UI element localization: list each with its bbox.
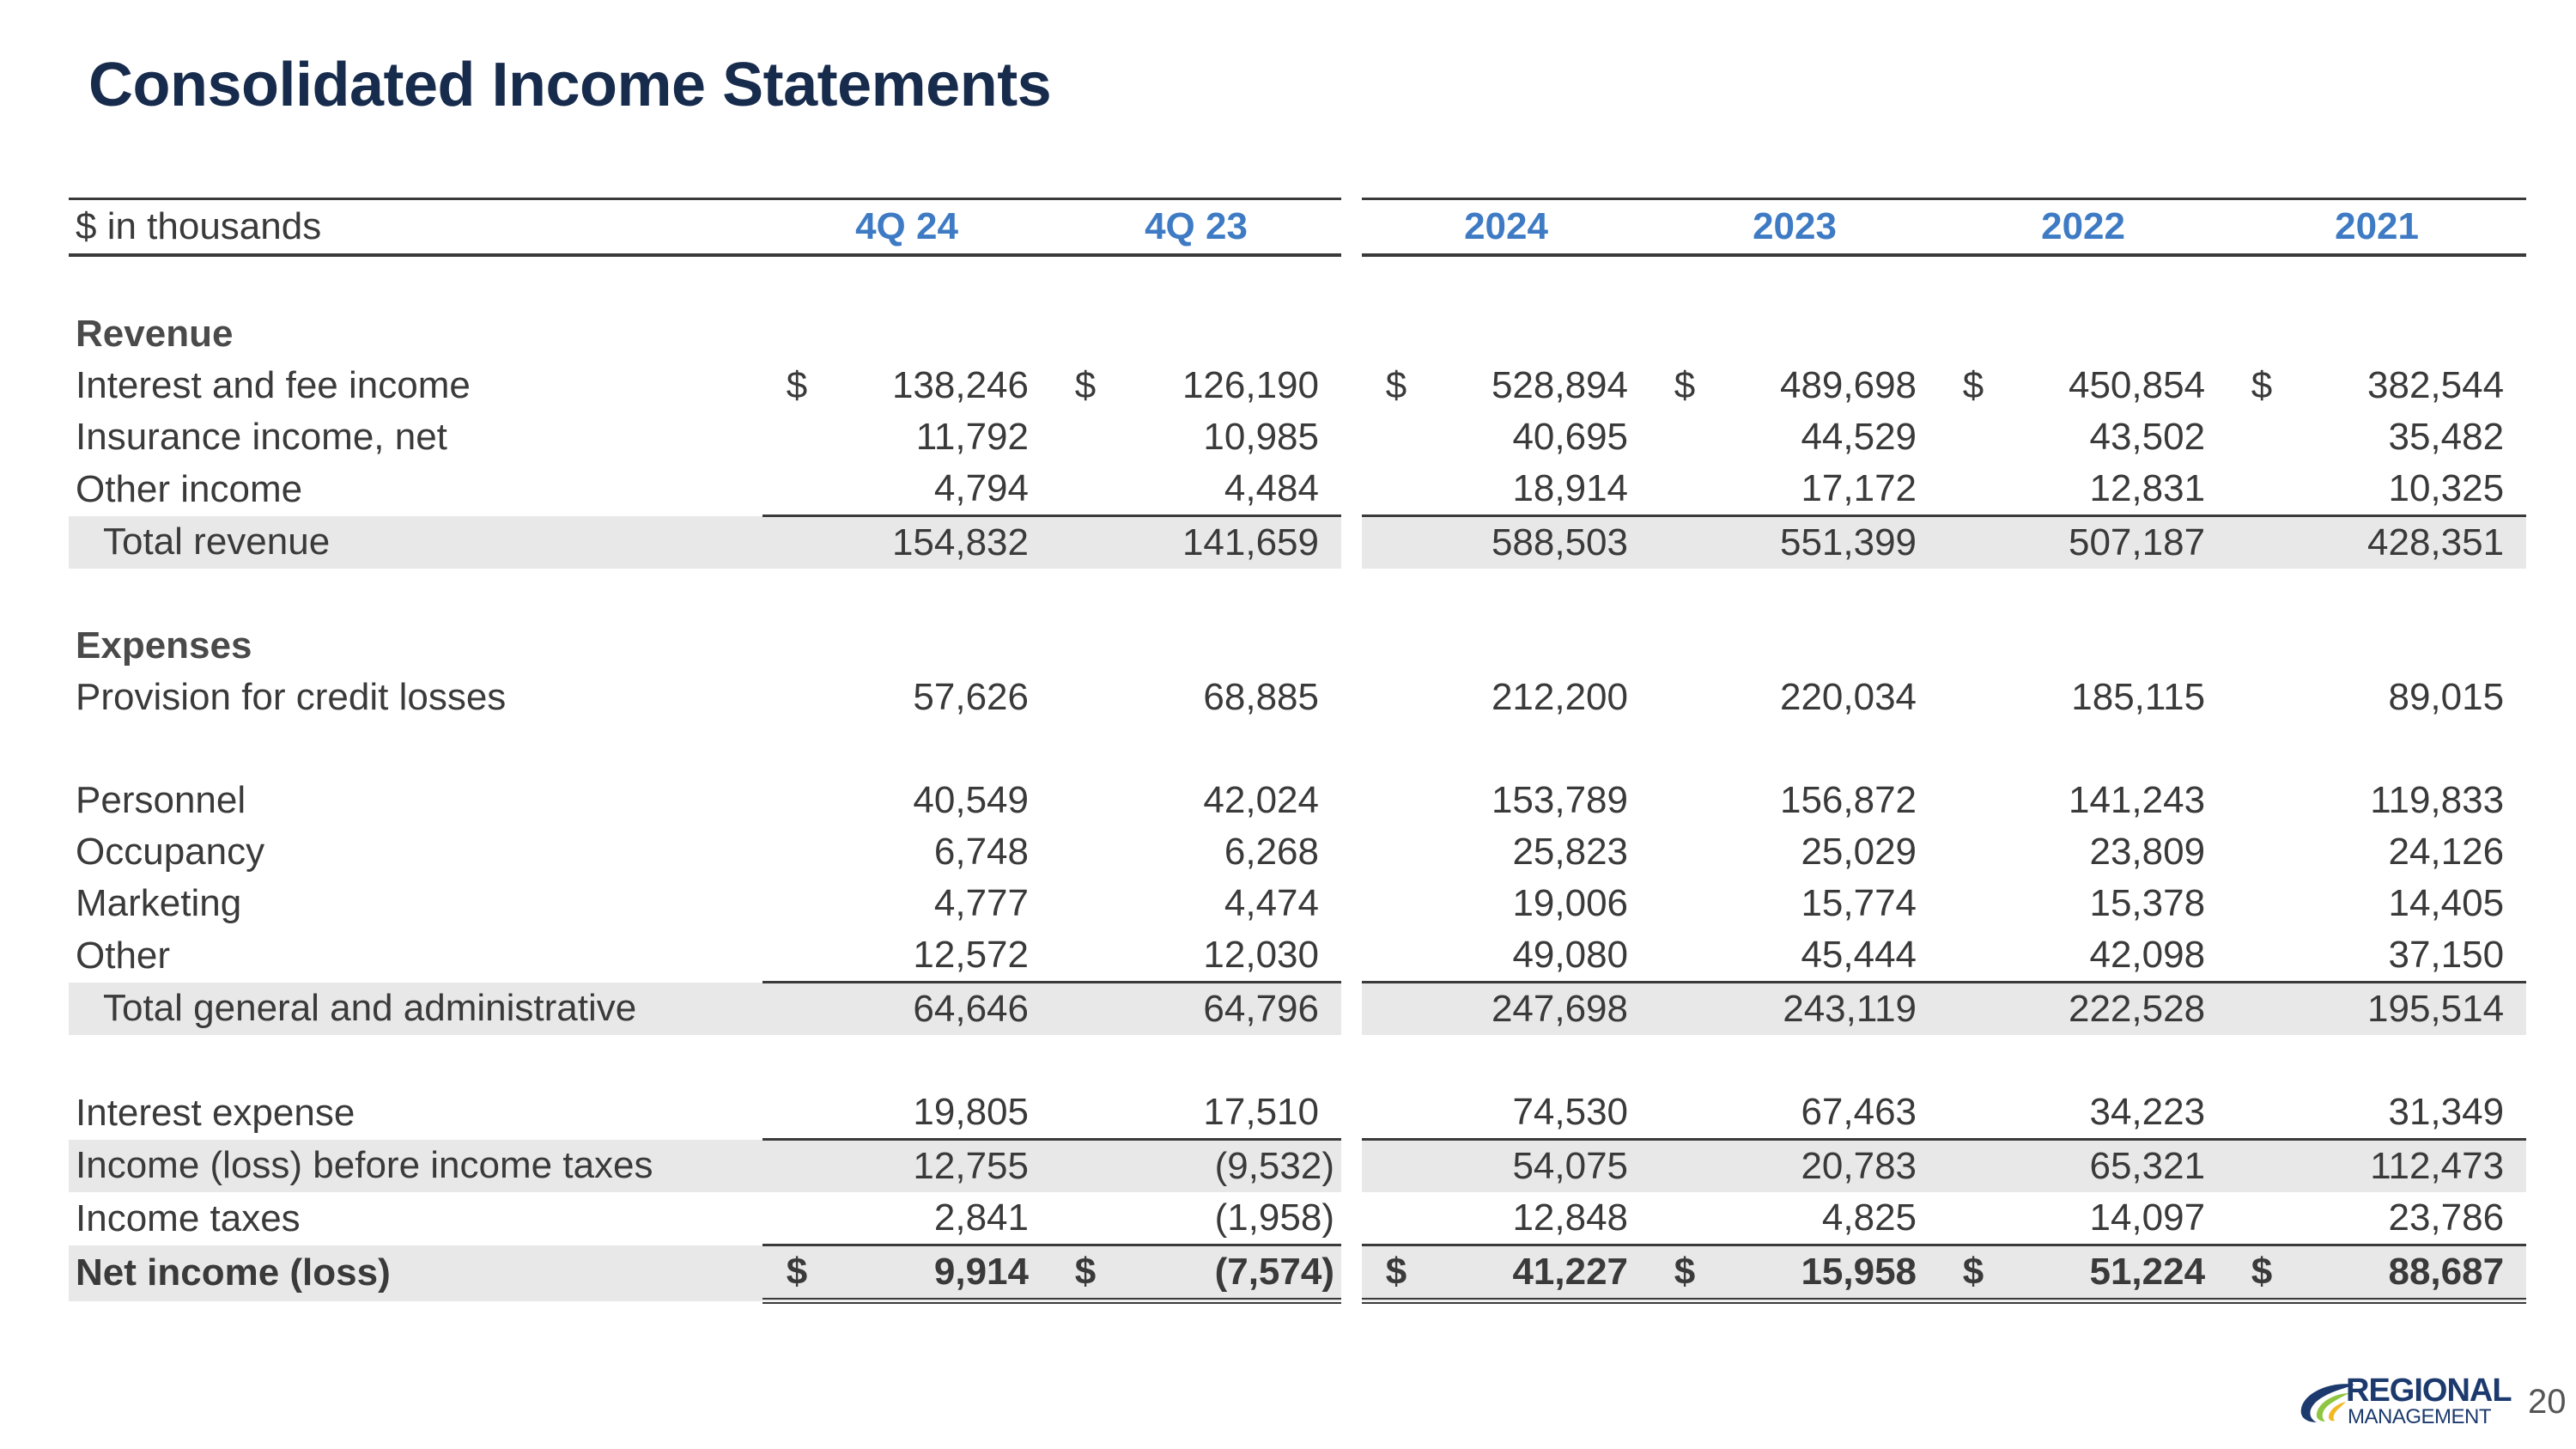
value-cell: 10,325 (2388, 467, 2505, 509)
value-cell: 12,848 (1512, 1196, 1629, 1239)
value-cell: 243,119 (1719, 983, 1939, 1036)
row-label: Revenue (76, 313, 234, 355)
value-cell: 45,444 (1801, 934, 1917, 976)
value-cell: 12,572 (913, 934, 1029, 976)
col-header-2024: 2024 (1362, 199, 1650, 256)
row-other (69, 929, 2526, 983)
value-cell: 67,463 (1801, 1091, 1917, 1133)
value-cell: 25,029 (1801, 831, 1917, 873)
value-cell: 428,351 (2296, 516, 2526, 569)
value-cell: 10,985 (1203, 416, 1319, 458)
value-cell: 12,030 (1203, 934, 1319, 976)
row-label: Total revenue (69, 516, 762, 569)
page-number: 20 (2528, 1383, 2567, 1421)
value-cell: 40,695 (1512, 416, 1629, 458)
value-cell: 6,748 (933, 831, 1029, 873)
value-cell: 42,024 (1203, 779, 1319, 821)
value-cell: 23,786 (2388, 1196, 2505, 1239)
value-cell: 19,006 (1512, 882, 1629, 924)
value-cell: 18,914 (1512, 467, 1629, 509)
unit-label: $ in thousands (69, 199, 762, 256)
row-revenue (69, 308, 2526, 360)
row-label: Provision for credit losses (76, 676, 507, 718)
value-cell: 4,484 (1224, 467, 1319, 509)
row-label: Interest and fee income (76, 364, 471, 406)
value-cell: 138,246 (891, 364, 1029, 406)
currency-symbol: $ (1362, 1245, 1431, 1301)
row-label: Marketing (76, 882, 242, 924)
value-cell: 64,646 (831, 983, 1051, 1036)
row-interest-and-fee-income (69, 360, 2526, 411)
regional-management-logo: REGIONAL MANAGEMENT (2298, 1373, 2521, 1429)
value-cell: 15,378 (2089, 882, 2206, 924)
row-total-revenue (69, 516, 2526, 569)
value-cell: 88,687 (2296, 1245, 2526, 1301)
value-cell: 141,659 (1120, 516, 1341, 569)
row-expenses (69, 620, 2526, 672)
value-cell: 220,034 (1779, 676, 1917, 718)
value-cell: 40,549 (913, 779, 1029, 821)
col-header-2022: 2022 (1939, 199, 2227, 256)
value-cell: 19,805 (913, 1091, 1029, 1133)
value-cell: 4,777 (933, 882, 1029, 924)
value-cell: 6,268 (1224, 831, 1319, 873)
value-cell: 17,510 (1203, 1091, 1319, 1133)
value-cell: 12,831 (2089, 467, 2206, 509)
value-cell: (7,574) (1120, 1245, 1341, 1301)
value-cell: 20,783 (1719, 1140, 1939, 1193)
row-label: Net income (loss) (69, 1245, 762, 1301)
page-title: Consolidated Income Statements (88, 51, 1052, 119)
value-cell: 2,841 (933, 1196, 1029, 1239)
value-cell: 42,098 (2089, 934, 2206, 976)
value-cell: 588,503 (1431, 516, 1650, 569)
value-cell: 64,796 (1120, 983, 1341, 1036)
currency-symbol: $ (1674, 364, 1696, 406)
value-cell: 14,097 (2089, 1196, 2206, 1239)
currency-symbol: $ (1074, 364, 1097, 406)
value-cell: 23,809 (2089, 831, 2206, 873)
row-total-general-and-administrative (69, 983, 2526, 1036)
row-net-income-loss (69, 1245, 2526, 1301)
value-cell: 74,530 (1512, 1091, 1629, 1133)
value-cell: 37,150 (2388, 934, 2505, 976)
value-cell: 31,349 (2388, 1091, 2505, 1133)
value-cell: 185,115 (2071, 676, 2206, 718)
value-cell: 507,187 (2008, 516, 2227, 569)
value-cell: 49,080 (1512, 934, 1629, 976)
row-label: Income taxes (76, 1196, 301, 1239)
value-cell: 65,321 (2008, 1140, 2227, 1193)
currency-symbol: $ (786, 364, 808, 406)
row-insurance-income-net (69, 411, 2526, 463)
value-cell: 222,528 (2008, 983, 2227, 1036)
col-header-2021: 2021 (2227, 199, 2526, 256)
value-cell: 4,825 (1821, 1196, 1917, 1239)
value-cell: 43,502 (2089, 416, 2206, 458)
value-cell: 15,774 (1801, 882, 1917, 924)
row-label: Interest expense (76, 1091, 355, 1134)
row-label: Occupancy (76, 831, 265, 873)
row-provision-for-credit-losses (69, 672, 2526, 723)
value-cell: 15,958 (1719, 1245, 1939, 1301)
row-label: Other (76, 934, 171, 977)
value-cell: (1,958) (1214, 1196, 1334, 1239)
value-cell: 11,792 (915, 416, 1029, 458)
row-interest-expense (69, 1087, 2526, 1140)
header-row (69, 199, 2526, 256)
value-cell: 382,544 (2367, 364, 2505, 406)
value-cell: 247,698 (1431, 983, 1650, 1036)
value-cell: 9,914 (831, 1245, 1051, 1301)
value-cell: 41,227 (1431, 1245, 1650, 1301)
value-cell: 17,172 (1801, 467, 1917, 509)
currency-symbol: $ (2227, 1245, 2296, 1301)
col-header-4q24: 4Q 24 (762, 199, 1051, 256)
value-cell: 44,529 (1801, 416, 1917, 458)
value-cell: 24,126 (2388, 831, 2505, 873)
currency-symbol: $ (1385, 364, 1407, 406)
value-cell: 57,626 (913, 676, 1029, 718)
value-cell: 528,894 (1491, 364, 1629, 406)
currency-symbol: $ (2251, 364, 2273, 406)
value-cell: 154,832 (831, 516, 1051, 569)
income-statement-table (69, 198, 2526, 1304)
currency-symbol: $ (1939, 1245, 2008, 1301)
row-occupancy (69, 826, 2526, 878)
value-cell: 551,399 (1719, 516, 1939, 569)
row-label: Other income (76, 467, 303, 510)
row-marketing (69, 878, 2526, 929)
row-income-loss-before-income-taxes (69, 1140, 2526, 1193)
value-cell: 25,823 (1512, 831, 1629, 873)
value-cell: 141,243 (2068, 779, 2206, 821)
value-cell: 4,474 (1224, 882, 1319, 924)
currency-symbol: $ (762, 1245, 831, 1301)
value-cell: 54,075 (1431, 1140, 1650, 1193)
value-cell: 68,885 (1203, 676, 1319, 718)
value-cell: (9,532) (1120, 1140, 1341, 1193)
value-cell: 119,833 (2370, 779, 2505, 821)
value-cell: 4,794 (933, 467, 1029, 509)
col-header-2023: 2023 (1650, 199, 1939, 256)
value-cell: 489,698 (1779, 364, 1917, 406)
row-label: Insurance income, net (76, 416, 447, 458)
row-label: Personnel (76, 779, 246, 821)
value-cell: 14,405 (2388, 882, 2505, 924)
value-cell: 212,200 (1491, 676, 1629, 718)
value-cell: 450,854 (2068, 364, 2206, 406)
value-cell: 35,482 (2388, 416, 2505, 458)
value-cell: 89,015 (2388, 676, 2505, 718)
value-cell: 51,224 (2008, 1245, 2227, 1301)
value-cell: 12,755 (831, 1140, 1051, 1193)
row-label: Expenses (76, 624, 252, 667)
col-header-4q23: 4Q 23 (1051, 199, 1341, 256)
row-other-income (69, 463, 2526, 516)
value-cell: 112,473 (2296, 1140, 2526, 1193)
value-cell: 34,223 (2089, 1091, 2206, 1133)
value-cell: 195,514 (2296, 983, 2526, 1036)
value-cell: 156,872 (1779, 779, 1917, 821)
currency-symbol: $ (1962, 364, 1984, 406)
value-cell: 126,190 (1182, 364, 1319, 406)
currency-symbol: $ (1051, 1245, 1120, 1301)
row-personnel (69, 775, 2526, 826)
row-income-taxes (69, 1192, 2526, 1245)
currency-symbol: $ (1650, 1245, 1719, 1301)
row-label: Income (loss) before income taxes (69, 1140, 762, 1193)
value-cell: 153,789 (1491, 779, 1629, 821)
row-label: Total general and administrative (69, 983, 762, 1036)
